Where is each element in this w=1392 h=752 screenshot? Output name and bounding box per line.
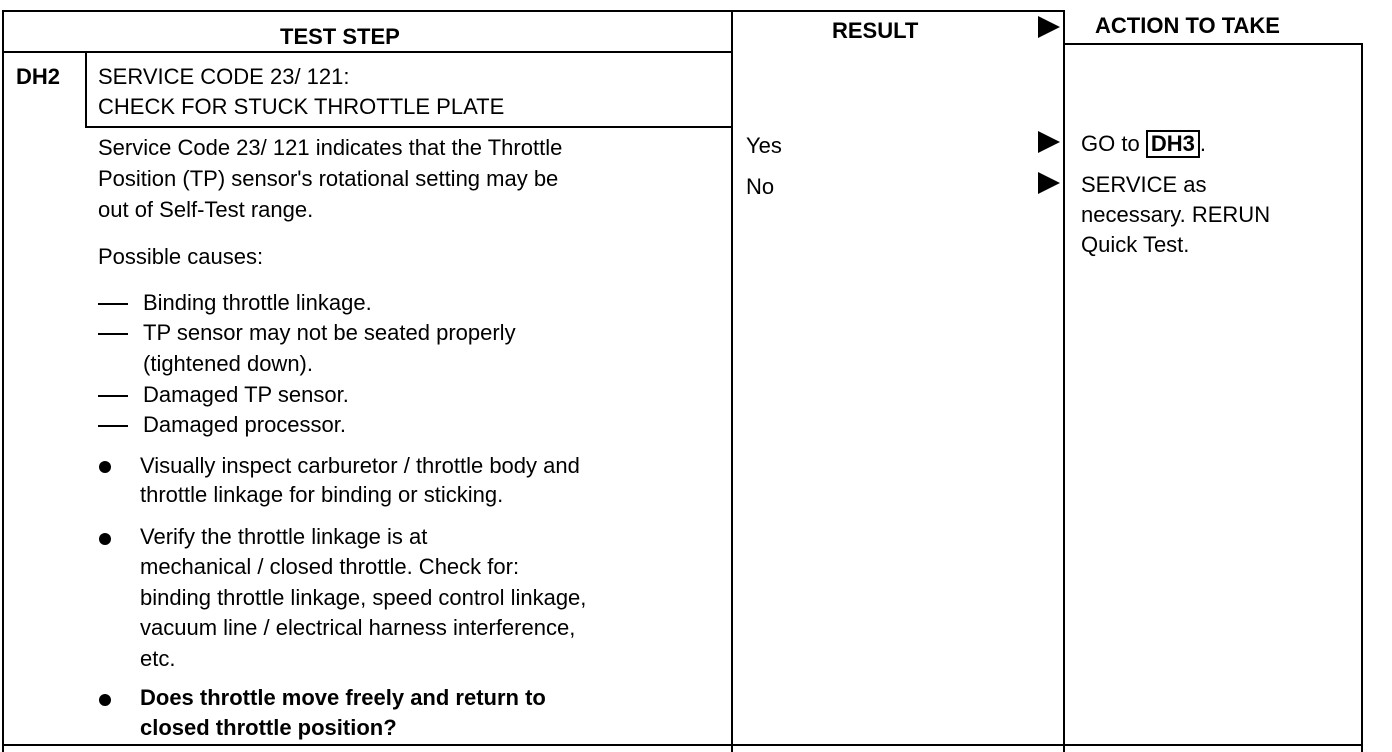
dash-marker: [98, 333, 128, 335]
top-border: [2, 10, 1064, 12]
cause-item: TP sensor may not be seated properly: [143, 320, 516, 345]
bullet-icon: [99, 461, 111, 473]
action-yes-prefix: GO to: [1081, 131, 1140, 156]
left-border: [2, 10, 4, 752]
bullet1-line: Visually inspect carburetor / throttle body and: [140, 453, 580, 478]
action-no-line: SERVICE as: [1081, 172, 1207, 197]
header-action-to-take: ACTION TO TAKE: [1095, 13, 1280, 38]
bullet2-line: Verify the throttle linkage is at: [140, 524, 428, 549]
intro-line: Service Code 23/ 121 indicates that the Throttle: [98, 135, 563, 160]
result-no: No: [746, 174, 775, 199]
step-reference-link[interactable]: DH3: [1146, 130, 1200, 158]
bullet2-line: mechanical / closed throttle. Check for:: [140, 554, 520, 579]
step-title-line1: SERVICE CODE 23/ 121:: [98, 64, 350, 89]
bullet2-line: etc.: [140, 646, 176, 671]
step-id: DH2: [16, 64, 61, 89]
action-no-line: necessary. RERUN: [1081, 202, 1271, 227]
dash-marker: [98, 425, 128, 427]
step-title-line2: CHECK FOR STUCK THROTTLE PLATE: [98, 94, 505, 119]
bullet-icon: [99, 533, 111, 545]
column-divider-action: [1063, 10, 1065, 752]
bullet2-line: vacuum line / electrical harness interference,: [140, 615, 576, 640]
bullet-icon: [99, 694, 111, 706]
cause-item-continuation: (tightened down).: [143, 351, 313, 376]
intro-line: Position (TP) sensor's rotational setting may be: [98, 166, 559, 191]
cause-item: Damaged TP sensor.: [143, 382, 349, 407]
bullet2-line: binding throttle linkage, speed control linkage,: [140, 585, 587, 610]
header-result: RESULT: [832, 18, 919, 43]
bottom-border: [2, 744, 1363, 746]
no-arrow-icon: [1038, 172, 1060, 194]
question-line: closed throttle position?: [140, 715, 397, 740]
step-id-divider: [85, 52, 87, 128]
question-line: Does throttle move freely and return to: [140, 685, 546, 710]
dash-marker: [98, 395, 128, 397]
cause-item: Damaged processor.: [143, 412, 346, 437]
column-divider-result: [731, 10, 733, 752]
bullet1-line: throttle linkage for binding or sticking.: [140, 482, 504, 507]
result-yes: Yes: [746, 133, 782, 158]
dash-marker: [98, 303, 128, 305]
action-no-line: Quick Test.: [1081, 232, 1190, 257]
yes-arrow-icon: [1038, 131, 1060, 153]
action-yes: [1081, 129, 1206, 159]
action-yes-suffix: .: [1199, 131, 1206, 156]
intro-line: out of Self-Test range.: [98, 197, 314, 222]
possible-causes-label: Possible causes:: [98, 244, 264, 269]
header-test-step: TEST STEP: [280, 24, 400, 49]
right-border: [1361, 44, 1363, 752]
action-header-bottom-line: [1063, 43, 1363, 45]
cause-item: Binding throttle linkage.: [143, 290, 372, 315]
header-bottom-line: [2, 51, 733, 53]
header-arrow-icon: [1038, 16, 1060, 38]
step-title-bottom-line: [85, 126, 733, 128]
